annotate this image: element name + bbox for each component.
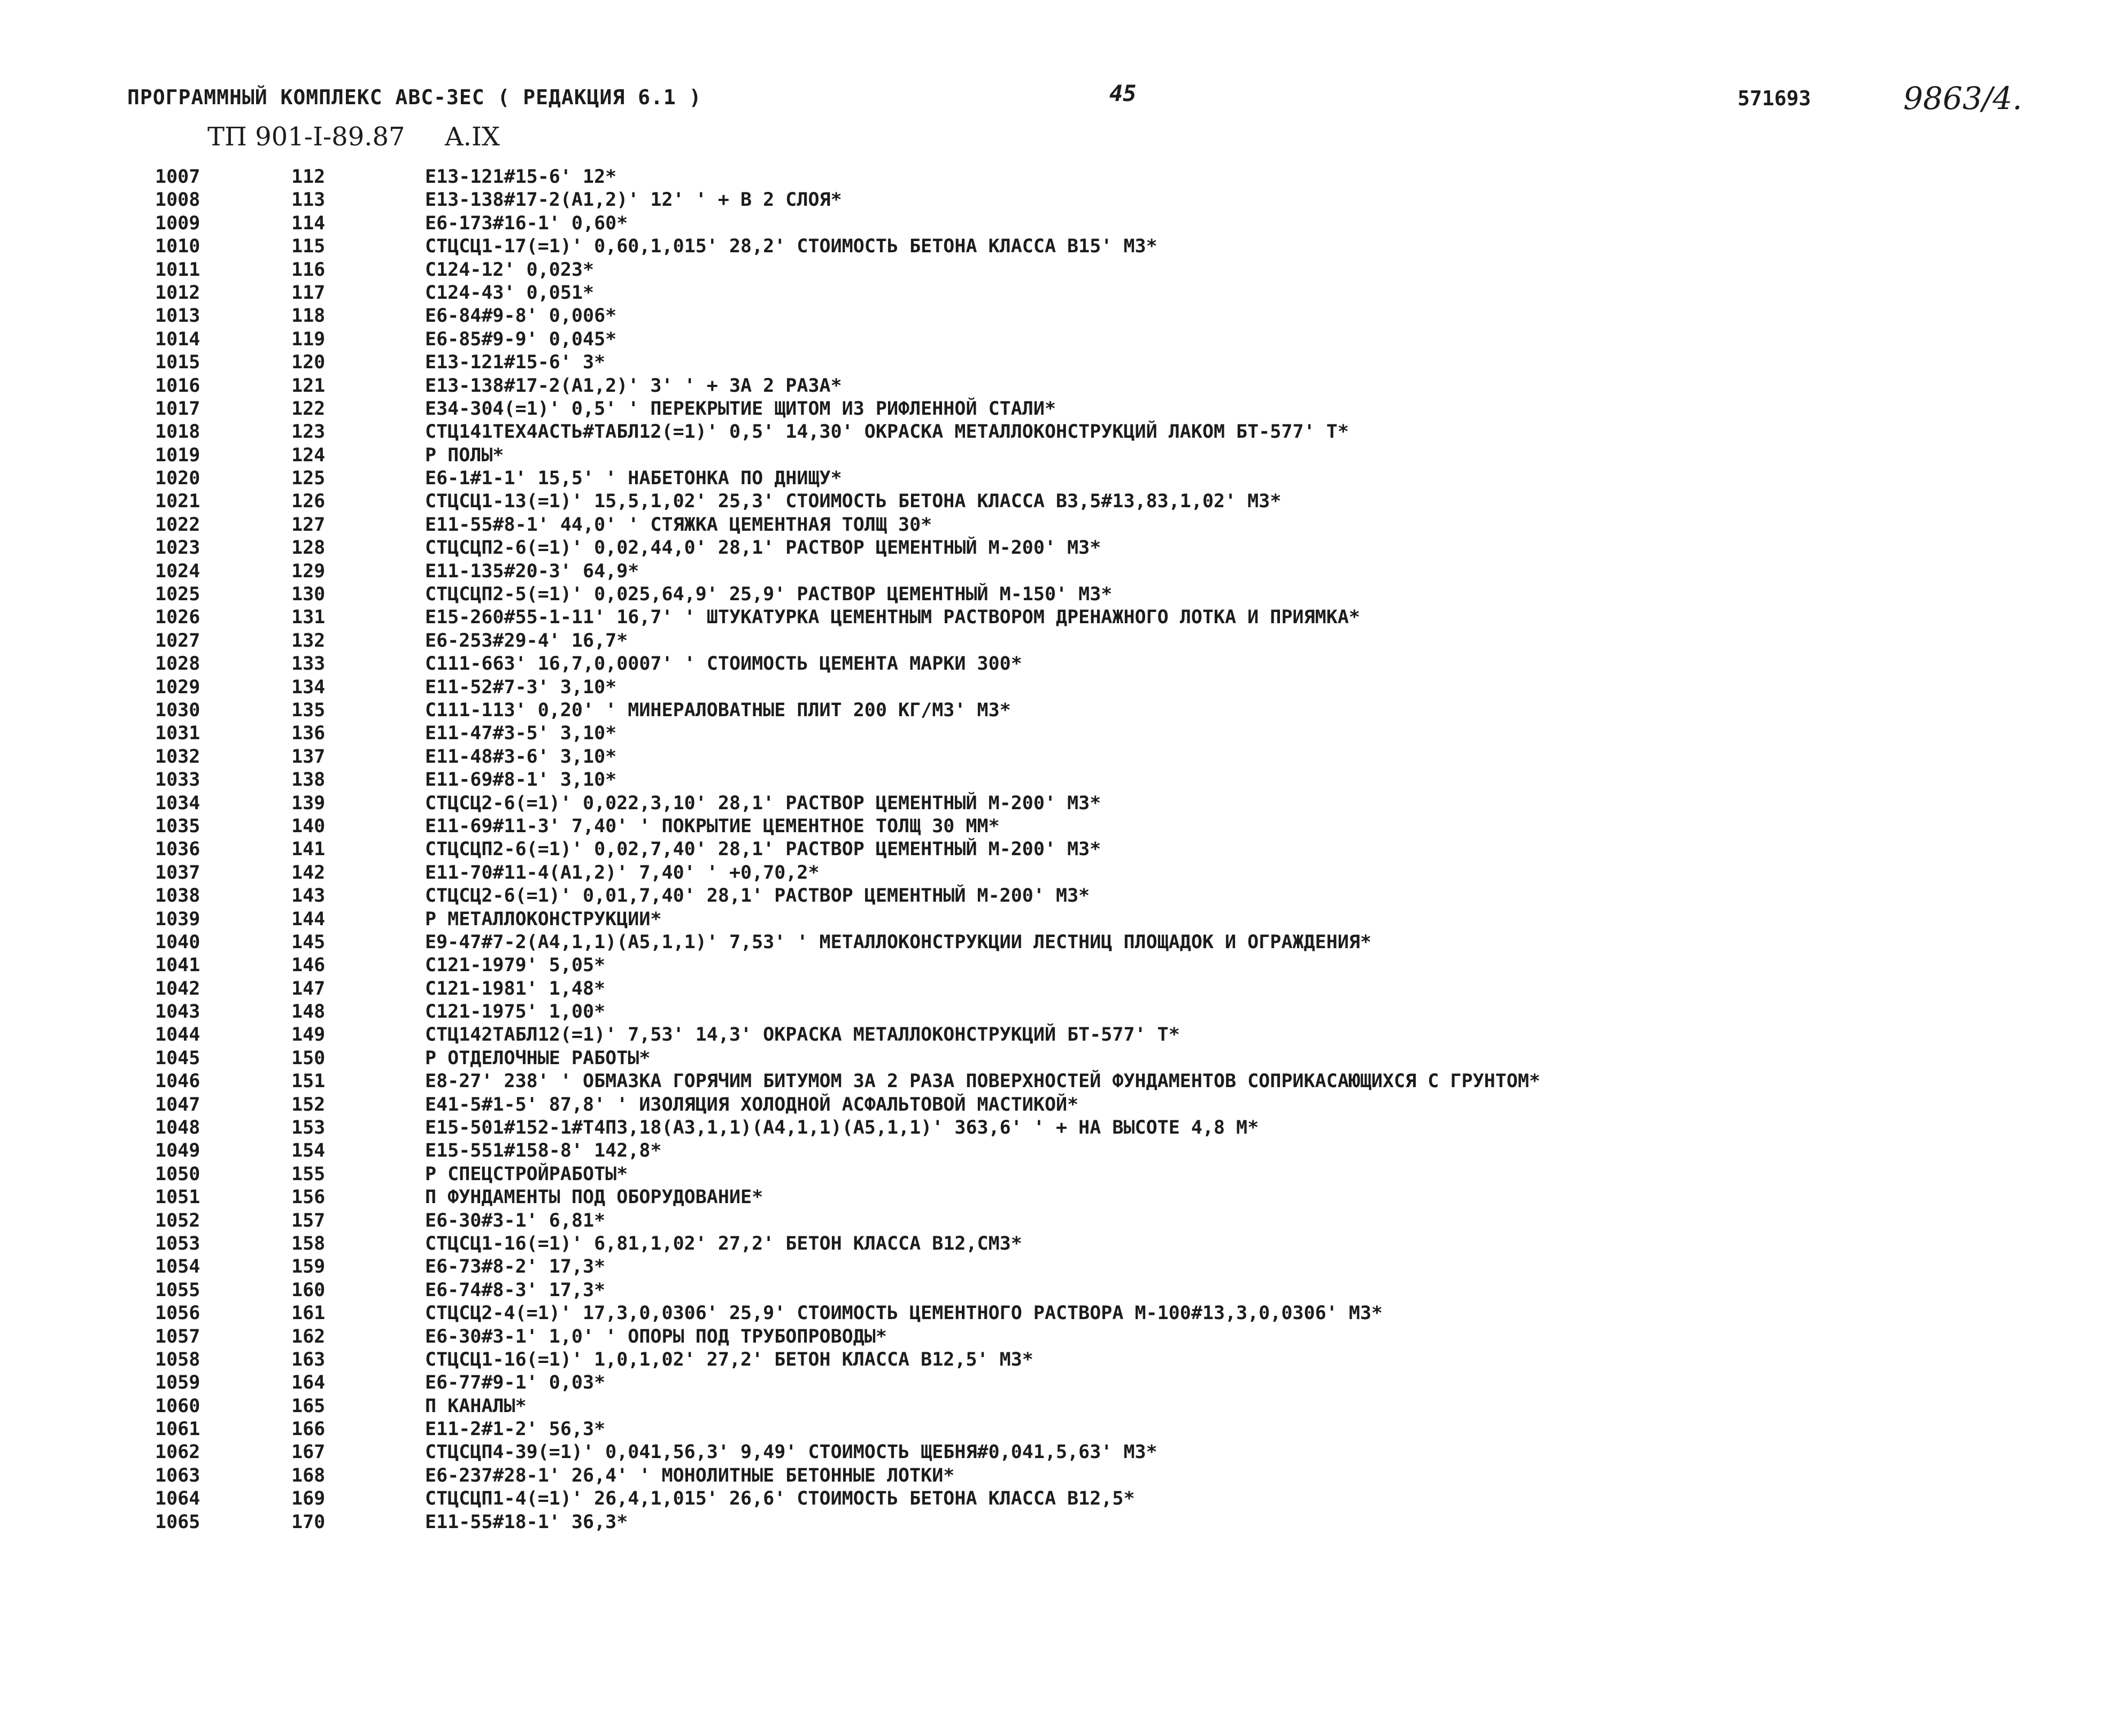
line-number: 1046 [155, 1071, 200, 1092]
listing-row [0, 653, 2115, 676]
entry-number: 142 [291, 862, 326, 883]
listing-row [0, 1047, 2115, 1070]
entry-number: 164 [291, 1372, 326, 1394]
listing-row [0, 931, 2115, 954]
listing-row [0, 699, 2115, 722]
line-number: 1050 [155, 1163, 200, 1185]
entry-number: 123 [291, 421, 326, 443]
entry-text: Е8-27' 238' ' ОБМАЗКА ГОРЯЧИМ БИТУМОМ ЗА 2 РАЗА ПОВЕРХНОСТЕЙ ФУНДАМЕНТОВ СОПРИКАСАЮЩИХСЯ С ГРУНТОМ* [425, 1071, 1541, 1092]
entry-text: СТЦСЦ2-6(=1)' 0,022,3,10' 28,1' РАСТВОР ЦЕМЕНТНЫЙ М-200' М3* [425, 792, 1101, 814]
entry-text: СТЦСЦ2-6(=1)' 0,01,7,40' 28,1' РАСТВОР ЦЕМЕНТНЫЙ М-200' М3* [425, 885, 1090, 907]
entry-number: 129 [291, 560, 326, 582]
line-number: 1063 [155, 1464, 200, 1486]
entry-number: 126 [291, 491, 326, 513]
entry-number: 155 [291, 1163, 326, 1185]
listing-row [0, 328, 2115, 351]
line-number: 1020 [155, 468, 200, 490]
entry-number: 144 [291, 908, 326, 930]
entry-text: Е11-70#11-4(А1,2)' 7,40' ' +0,70,2* [425, 862, 820, 883]
entry-text: Е11-2#1-2' 56,3* [425, 1419, 606, 1440]
listing-row [0, 1464, 2115, 1487]
entry-number: 134 [291, 676, 326, 698]
listing-row [0, 792, 2115, 815]
project-designation: ТП 901-I-89.87 [207, 122, 405, 152]
entry-text: СТЦСЦП1-4(=1)' 26,4,1,015' 26,6' СТОИМОСТЬ БЕТОНА КЛАССА В12,5* [425, 1488, 1135, 1510]
entry-number: 114 [291, 212, 326, 234]
entry-text: Е6-74#8-3' 17,3* [425, 1279, 606, 1301]
entry-number: 115 [291, 236, 326, 258]
entry-number: 157 [291, 1210, 326, 1231]
line-number: 1036 [155, 839, 200, 861]
entry-text: Е6-30#3-1' 6,81* [425, 1210, 606, 1231]
line-number: 1043 [155, 1001, 200, 1023]
entry-text: С111-113' 0,20' ' МИНЕРАЛОВАТНЫЕ ПЛИТ 200 КГ/М3' М3* [425, 699, 1011, 721]
entry-number: 121 [291, 375, 326, 397]
entry-text: Е6-173#16-1' 0,60* [425, 212, 628, 234]
entry-number: 137 [291, 746, 326, 768]
line-number: 1009 [155, 212, 200, 234]
line-number: 1039 [155, 908, 200, 930]
line-number: 1040 [155, 931, 200, 953]
entry-text: Е15-501#152-1#Т4П3,18(А3,1,1)(А4,1,1)(А5,1,1)' 363,6' ' + НА ВЫСОТЕ 4,8 М* [425, 1117, 1259, 1139]
listing-body [0, 166, 2115, 1534]
entry-number: 127 [291, 514, 326, 536]
entry-text: СТЦСЦ1-13(=1)' 15,5,1,02' 25,3' СТОИМОСТЬ БЕТОНА КЛАССА В3,5#13,83,1,02' М3* [425, 491, 1282, 513]
listing-row [0, 282, 2115, 305]
entry-number: 140 [291, 815, 326, 837]
listing-row [0, 375, 2115, 398]
line-number: 1054 [155, 1256, 200, 1278]
listing-row [0, 1326, 2115, 1348]
line-number: 1060 [155, 1395, 200, 1417]
entry-text: Е6-77#9-1' 0,03* [425, 1372, 606, 1394]
listing-row [0, 1233, 2115, 1256]
line-number: 1015 [155, 352, 200, 374]
listing-row [0, 560, 2115, 583]
line-number: 1034 [155, 792, 200, 814]
listing-row [0, 189, 2115, 212]
entry-text: Е41-5#1-5' 87,8' ' ИЗОЛЯЦИЯ ХОЛОДНОЙ АСФАЛЬТОВОЙ МАСТИКОЙ* [425, 1094, 1079, 1115]
line-number: 1038 [155, 885, 200, 907]
listing-row [0, 954, 2115, 977]
listing-row [0, 838, 2115, 861]
listing-row [0, 630, 2115, 653]
listing-row [0, 1001, 2115, 1024]
entry-text: Р МЕТАЛЛОКОНСТРУКЦИИ* [425, 908, 662, 930]
entry-text: Е6-1#1-1' 15,5' ' НАБЕТОНКА ПО ДНИЩУ* [425, 468, 842, 490]
entry-number: 158 [291, 1233, 326, 1254]
listing-row [0, 1256, 2115, 1278]
line-number: 1007 [155, 166, 200, 188]
entry-text: Е6-237#28-1' 26,4' ' МОНОЛИТНЫЕ БЕТОННЫЕ ЛОТКИ* [425, 1464, 955, 1486]
entry-text: Е11-69#11-3' 7,40' ' ПОКРЫТИЕ ЦЕМЕНТНОЕ ТОЛЩ 30 ММ* [425, 815, 1000, 837]
entry-number: 143 [291, 885, 326, 907]
line-number: 1010 [155, 236, 200, 258]
entry-text: СТЦСЦ2-4(=1)' 17,3,0,0306' 25,9' СТОИМОСТЬ ЦЕМЕНТНОГО РАСТВОРА М-100#13,3,0,0306' М3* [425, 1303, 1383, 1324]
listing-row [0, 1163, 2115, 1186]
line-number: 1016 [155, 375, 200, 397]
line-number: 1012 [155, 282, 200, 304]
listing-row [0, 421, 2115, 444]
line-number: 1027 [155, 630, 200, 652]
line-number: 1045 [155, 1047, 200, 1069]
entry-text: Е13-121#15-6' 12* [425, 166, 617, 188]
line-number: 1018 [155, 421, 200, 443]
line-number: 1032 [155, 746, 200, 768]
line-number: 1059 [155, 1372, 200, 1394]
entry-text: СТЦСЦ1-16(=1)' 6,81,1,02' 27,2' БЕТОН КЛАССА В12,СМ3* [425, 1233, 1022, 1254]
listing-row [0, 1024, 2115, 1047]
entry-text: Е6-30#3-1' 1,0' ' ОПОРЫ ПОД ТРУБОПРОВОДЫ* [425, 1326, 887, 1347]
listing-row [0, 1395, 2115, 1418]
line-number: 1056 [155, 1303, 200, 1324]
entry-text: Е11-52#7-3' 3,10* [425, 676, 617, 698]
line-number: 1030 [155, 699, 200, 721]
listing-row [0, 722, 2115, 745]
listing-row [0, 1511, 2115, 1534]
line-number: 1057 [155, 1326, 200, 1347]
entry-text: Р СПЕЦСТРОЙРАБОТЫ* [425, 1163, 628, 1185]
line-number: 1047 [155, 1094, 200, 1115]
entry-number: 124 [291, 444, 326, 466]
entry-number: 117 [291, 282, 326, 304]
line-number: 1065 [155, 1511, 200, 1533]
entry-number: 152 [291, 1094, 326, 1115]
line-number: 1049 [155, 1140, 200, 1162]
entry-number: 145 [291, 931, 326, 953]
line-number: 1011 [155, 259, 200, 281]
listing-row [0, 235, 2115, 258]
entry-text: СТЦ141ТЕХ4АСТЬ#ТАБЛ12(=1)' 0,5' 14,30' ОКРАСКА МЕТАЛЛОКОНСТРУКЦИЙ ЛАКОМ БТ-577' Т* [425, 421, 1349, 443]
program-header: ПРОГРАММНЫЙ КОМПЛЕКС АВС-3ЕС ( РЕДАКЦИЯ 6.1 ) [127, 86, 702, 109]
entry-number: 147 [291, 978, 326, 999]
entry-number: 154 [291, 1140, 326, 1162]
listing-row [0, 583, 2115, 606]
page-number: 45 [1109, 80, 1137, 106]
entry-text: С111-663' 16,7,0,0007' ' СТОИМОСТЬ ЦЕМЕНТА МАРКИ 300* [425, 653, 1022, 675]
line-number: 1026 [155, 607, 200, 629]
entry-text: С121-1975' 1,00* [425, 1001, 606, 1023]
entry-number: 131 [291, 607, 326, 629]
entry-number: 150 [291, 1047, 326, 1069]
entry-text: С124-12' 0,023* [425, 259, 595, 281]
entry-number: 162 [291, 1326, 326, 1347]
entry-number: 119 [291, 328, 326, 350]
listing-row [0, 978, 2115, 1001]
line-number: 1014 [155, 328, 200, 350]
entry-text: Е13-121#15-6' 3* [425, 352, 606, 374]
listing-row [0, 769, 2115, 792]
listing-row [0, 514, 2115, 537]
section-label: A.IX [445, 122, 500, 152]
entry-text: Е9-47#7-2(А4,1,1)(А5,1,1)' 7,53' ' МЕТАЛЛОКОНСТРУКЦИИ ЛЕСТНИЦ ПЛОЩАДОК И ОГРАЖДЕНИЯ* [425, 931, 1372, 953]
line-number: 1048 [155, 1117, 200, 1139]
entry-text: С121-1981' 1,48* [425, 978, 606, 999]
listing-row [0, 746, 2115, 769]
entry-number: 122 [291, 398, 326, 420]
listing-row [0, 490, 2115, 513]
entry-number: 141 [291, 839, 326, 861]
handwritten-reference: 9863/4. [1903, 80, 2023, 117]
entry-text: Е6-84#9-8' 0,006* [425, 305, 617, 327]
line-number: 1062 [155, 1442, 200, 1463]
line-number: 1022 [155, 514, 200, 536]
line-number: 1061 [155, 1419, 200, 1440]
entry-number: 149 [291, 1024, 326, 1046]
entry-number: 156 [291, 1187, 326, 1208]
listing-row [0, 1302, 2115, 1325]
entry-number: 163 [291, 1348, 326, 1370]
entry-number: 118 [291, 305, 326, 327]
entry-number: 128 [291, 537, 326, 559]
entry-number: 151 [291, 1071, 326, 1092]
listing-row [0, 537, 2115, 560]
listing-row [0, 1140, 2115, 1162]
entry-text: Р ОТДЕЛОЧНЫЕ РАБОТЫ* [425, 1047, 651, 1069]
entry-number: 120 [291, 352, 326, 374]
listing-row [0, 1279, 2115, 1302]
entry-number: 135 [291, 699, 326, 721]
line-number: 1008 [155, 189, 200, 211]
entry-number: 153 [291, 1117, 326, 1139]
line-number: 1033 [155, 769, 200, 791]
listing-row [0, 815, 2115, 838]
line-number: 1025 [155, 584, 200, 606]
entry-number: 168 [291, 1464, 326, 1486]
line-number: 1029 [155, 676, 200, 698]
listing-row [0, 212, 2115, 235]
entry-text: Р ПОЛЫ* [425, 444, 504, 466]
entry-text: Е6-73#8-2' 17,3* [425, 1256, 606, 1278]
entry-number: 159 [291, 1256, 326, 1278]
listing-row [0, 606, 2115, 629]
entry-text: Е34-304(=1)' 0,5' ' ПЕРЕКРЫТИЕ ЩИТОМ ИЗ РИФЛЕННОЙ СТАЛИ* [425, 398, 1056, 420]
listing-row [0, 444, 2115, 467]
entry-number: 148 [291, 1001, 326, 1023]
listing-row [0, 885, 2115, 908]
entry-text: Е11-55#8-1' 44,0' ' СТЯЖКА ЦЕМЕНТНАЯ ТОЛЩ 30* [425, 514, 932, 536]
entry-number: 166 [291, 1419, 326, 1440]
entry-text: СТЦСЦП4-39(=1)' 0,041,56,3' 9,49' СТОИМОСТЬ ЩЕБНЯ#0,041,5,63' М3* [425, 1442, 1157, 1463]
listing-row [0, 166, 2115, 189]
line-number: 1053 [155, 1233, 200, 1254]
listing-row [0, 1070, 2115, 1093]
line-number: 1024 [155, 560, 200, 582]
listing-row [0, 1094, 2115, 1117]
listing-row [0, 305, 2115, 328]
entry-text: СТЦСЦ1-17(=1)' 0,60,1,015' 28,2' СТОИМОСТЬ БЕТОНА КЛАССА В15' М3* [425, 236, 1157, 258]
listing-row [0, 1186, 2115, 1209]
listing-row [0, 862, 2115, 885]
entry-number: 146 [291, 955, 326, 976]
line-number: 1055 [155, 1279, 200, 1301]
listing-row [0, 467, 2115, 490]
entry-number: 160 [291, 1279, 326, 1301]
entry-text: Е11-55#18-1' 36,3* [425, 1511, 628, 1533]
line-number: 1035 [155, 815, 200, 837]
entry-number: 167 [291, 1442, 326, 1463]
document-code: 571693 [1738, 87, 1811, 110]
entry-text: Е6-85#9-9' 0,045* [425, 328, 617, 350]
line-number: 1052 [155, 1210, 200, 1231]
entry-text: СТЦСЦП2-5(=1)' 0,025,64,9' 25,9' РАСТВОР ЦЕМЕНТНЫЙ М-150' М3* [425, 584, 1113, 606]
entry-text: С121-1979' 5,05* [425, 955, 606, 976]
line-number: 1051 [155, 1187, 200, 1208]
entry-text: Е15-551#158-8' 142,8* [425, 1140, 662, 1162]
listing-row [0, 908, 2115, 931]
entry-text: Е13-138#17-2(А1,2)' 12' ' + В 2 СЛОЯ* [425, 189, 842, 211]
line-number: 1042 [155, 978, 200, 999]
entry-text: Е13-138#17-2(А1,2)' 3' ' + ЗА 2 РАЗА* [425, 375, 842, 397]
listing-row [0, 1441, 2115, 1464]
entry-number: 112 [291, 166, 326, 188]
entry-number: 130 [291, 584, 326, 606]
listing-row [0, 1418, 2115, 1441]
listing-row [0, 1210, 2115, 1233]
entry-text: П ФУНДАМЕНТЫ ПОД ОБОРУДОВАНИЕ* [425, 1187, 763, 1208]
entry-number: 116 [291, 259, 326, 281]
line-number: 1041 [155, 955, 200, 976]
line-number: 1044 [155, 1024, 200, 1046]
entry-number: 139 [291, 792, 326, 814]
entry-text: СТЦСЦ1-16(=1)' 1,0,1,02' 27,2' БЕТОН КЛАССА В12,5' М3* [425, 1348, 1033, 1370]
listing-row [0, 1348, 2115, 1371]
line-number: 1023 [155, 537, 200, 559]
listing-row [0, 1371, 2115, 1394]
line-number: 1019 [155, 444, 200, 466]
line-number: 1013 [155, 305, 200, 327]
entry-number: 165 [291, 1395, 326, 1417]
listing-row [0, 1117, 2115, 1140]
entry-text: СТЦ142ТАБЛ12(=1)' 7,53' 14,3' ОКРАСКА МЕТАЛЛОКОНСТРУКЦИЙ БТ-577' Т* [425, 1024, 1180, 1046]
entry-number: 136 [291, 723, 326, 745]
entry-text: Е11-48#3-6' 3,10* [425, 746, 617, 768]
listing-row [0, 259, 2115, 282]
entry-text: Е11-47#3-5' 3,10* [425, 723, 617, 745]
line-number: 1031 [155, 723, 200, 745]
entry-text: Е11-135#20-3' 64,9* [425, 560, 639, 582]
entry-number: 170 [291, 1511, 326, 1533]
entry-number: 161 [291, 1303, 326, 1324]
line-number: 1021 [155, 491, 200, 513]
line-number: 1017 [155, 398, 200, 420]
entry-text: С124-43' 0,051* [425, 282, 595, 304]
listing-row [0, 398, 2115, 421]
line-number: 1028 [155, 653, 200, 675]
entry-text: Е15-260#55-1-11' 16,7' ' ШТУКАТУРКА ЦЕМЕНТНЫМ РАСТВОРОМ ДРЕНАЖНОГО ЛОТКА И ПРИЯМКА* [425, 607, 1360, 629]
entry-text: П КАНАЛЫ* [425, 1395, 527, 1417]
line-number: 1037 [155, 862, 200, 883]
line-number: 1064 [155, 1488, 200, 1510]
entry-text: Е6-253#29-4' 16,7* [425, 630, 628, 652]
listing-row [0, 676, 2115, 699]
entry-number: 125 [291, 468, 326, 490]
listing-row [0, 351, 2115, 374]
entry-number: 169 [291, 1488, 326, 1510]
entry-number: 133 [291, 653, 326, 675]
line-number: 1058 [155, 1348, 200, 1370]
entry-number: 138 [291, 769, 326, 791]
entry-text: СТЦСЦП2-6(=1)' 0,02,44,0' 28,1' РАСТВОР ЦЕМЕНТНЫЙ М-200' М3* [425, 537, 1101, 559]
entry-text: Е11-69#8-1' 3,10* [425, 769, 617, 791]
entry-number: 113 [291, 189, 326, 211]
listing-row [0, 1487, 2115, 1510]
entry-number: 132 [291, 630, 326, 652]
entry-text: СТЦСЦП2-6(=1)' 0,02,7,40' 28,1' РАСТВОР ЦЕМЕНТНЫЙ М-200' М3* [425, 839, 1101, 861]
